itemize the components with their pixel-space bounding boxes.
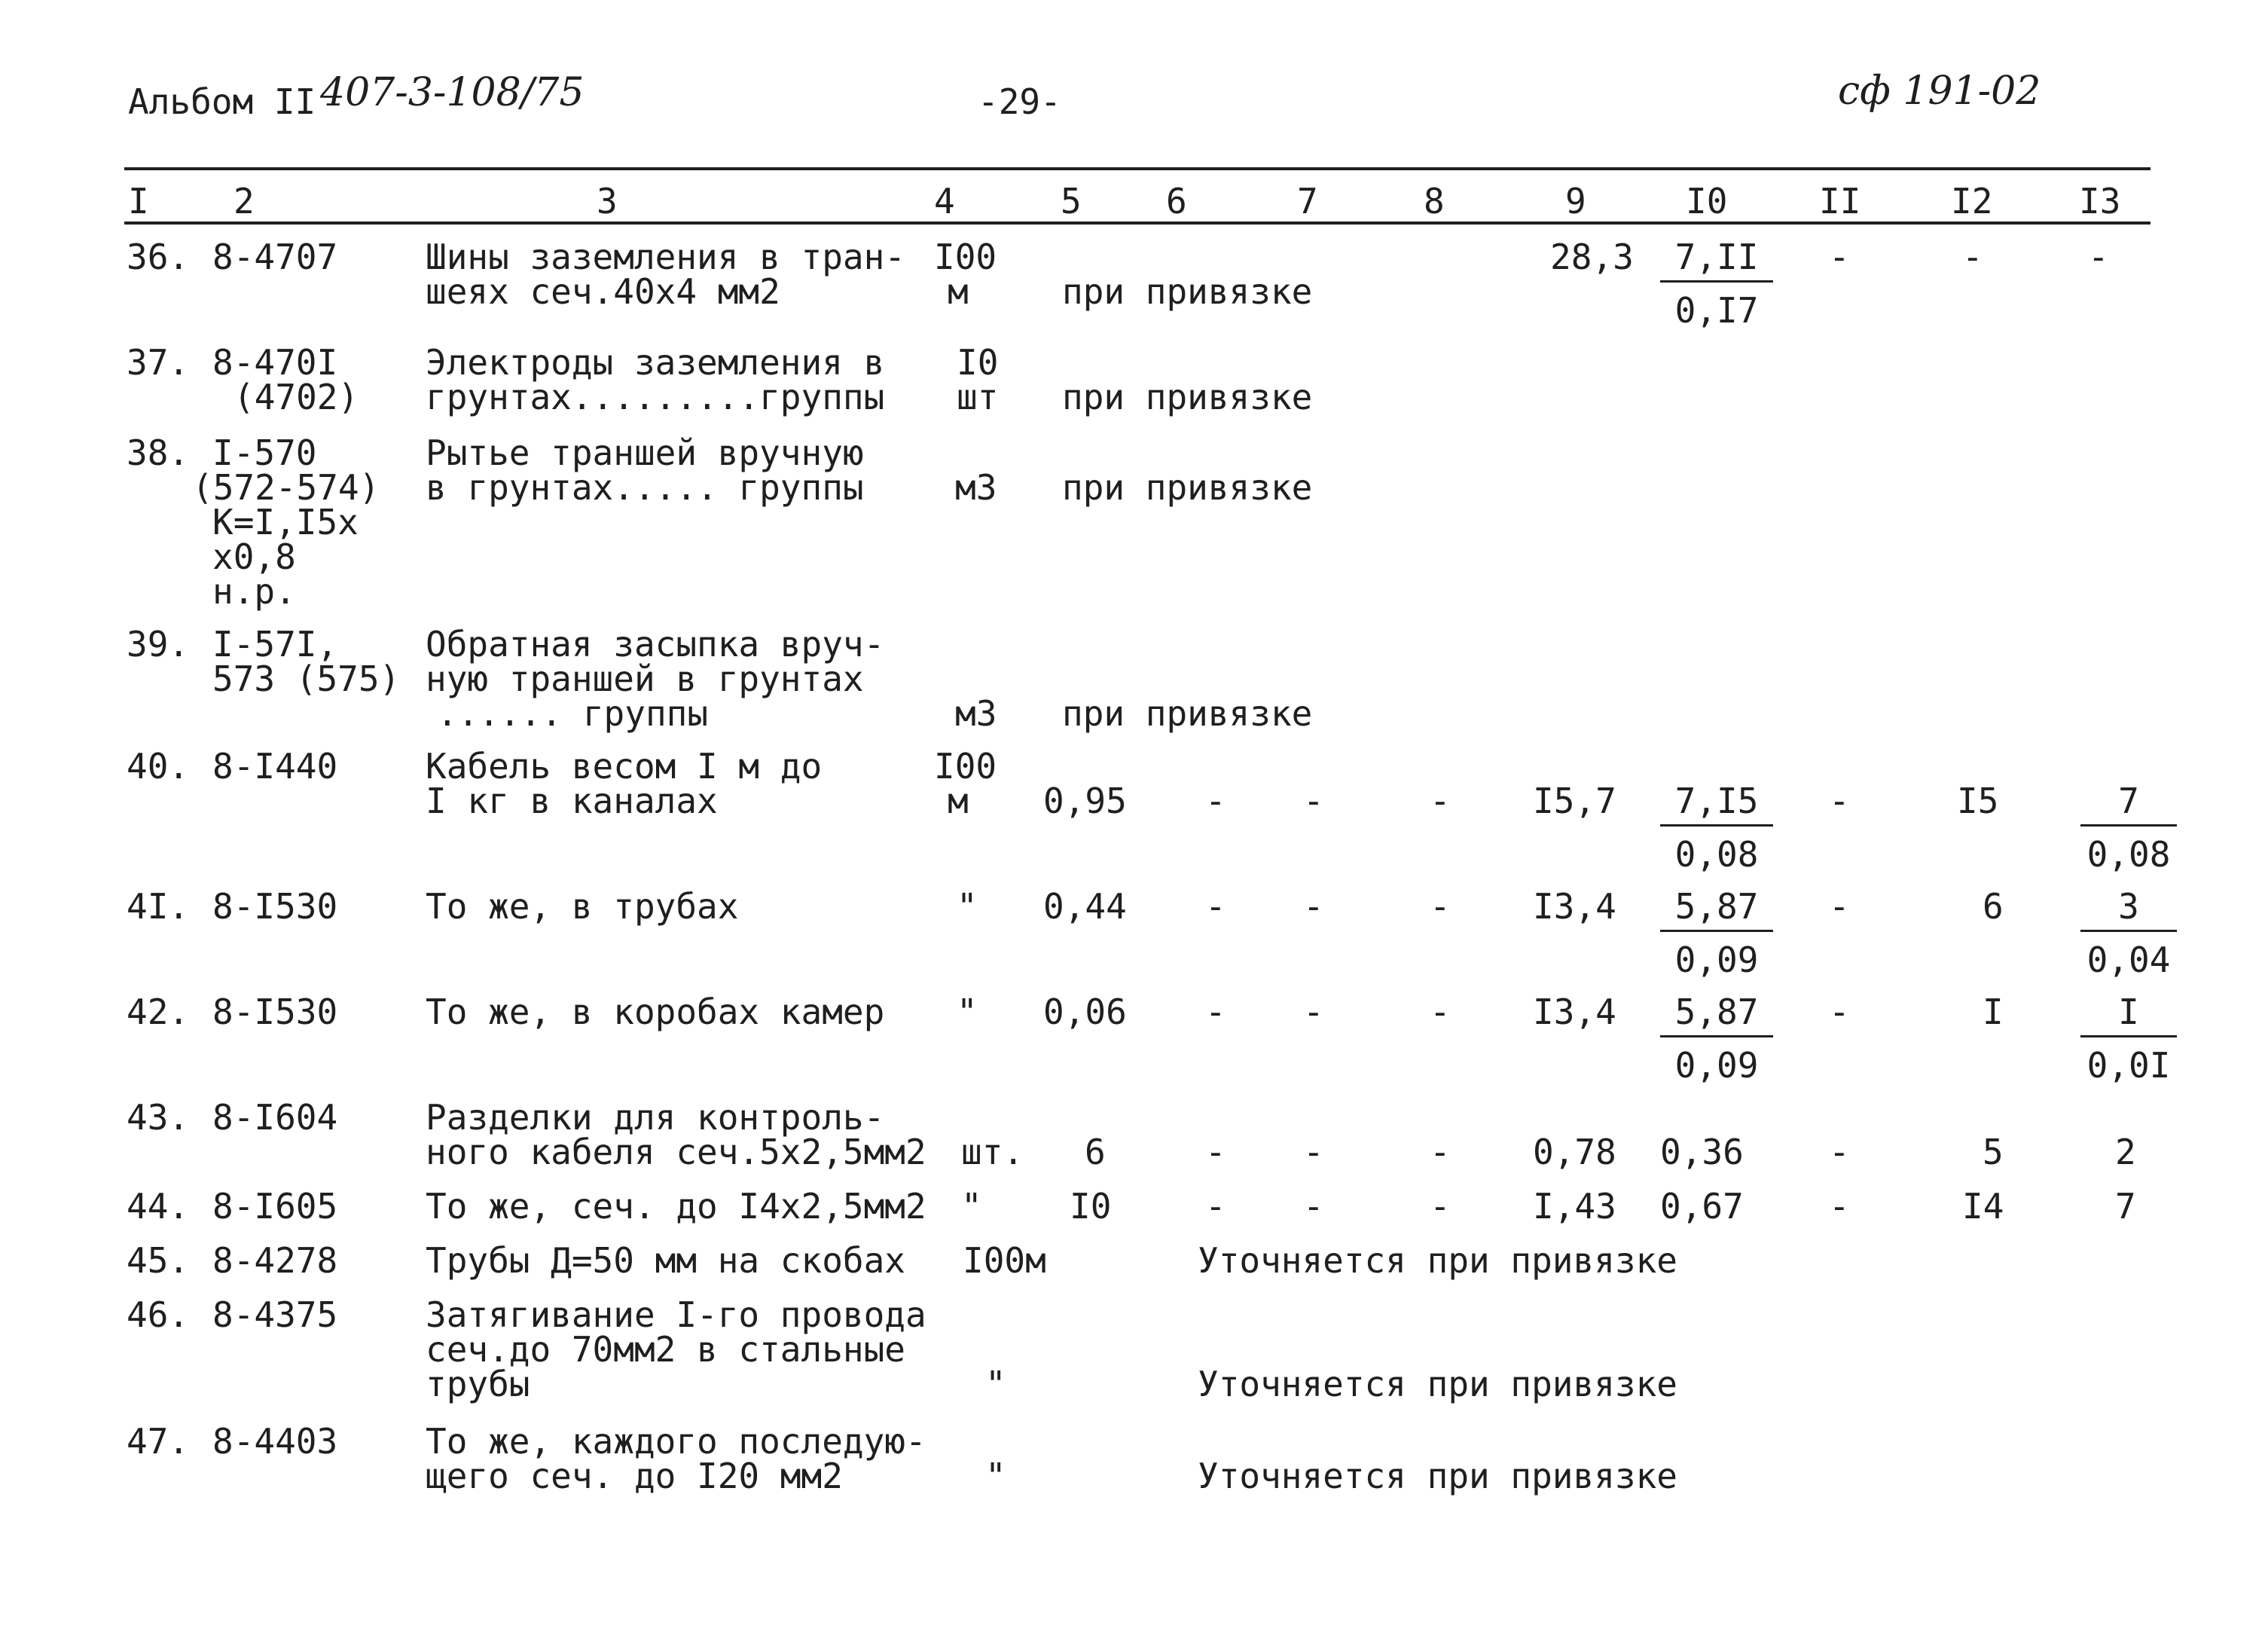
header-bottom-rule xyxy=(124,222,2150,225)
row-description: сеч.до 70мм2 в стальные xyxy=(426,1329,905,1370)
row-unit: шт xyxy=(957,377,999,417)
cell-col7: - xyxy=(1303,781,1324,821)
cell-col5: 0,44 xyxy=(1043,886,1127,927)
fraction-denominator: 0,08 xyxy=(1674,834,1759,875)
fraction-numerator: 7 xyxy=(2080,784,2177,827)
column-header: 3 xyxy=(597,181,618,222)
row-number: 46. xyxy=(127,1294,190,1335)
column-header: 9 xyxy=(1565,181,1586,222)
row-code: I-57I, xyxy=(212,624,338,665)
column-header: I xyxy=(128,181,149,222)
cell-col12: 6 xyxy=(1983,886,2004,927)
cell-col6: - xyxy=(1205,992,1226,1032)
row-description: I кг в каналах xyxy=(426,781,718,821)
row-code: н.р. xyxy=(212,571,296,612)
row-description: ного кабеля сеч.5х2,5мм2 xyxy=(426,1132,926,1172)
row-description: грунтах.........группы xyxy=(426,377,885,417)
cell-col11: - xyxy=(1829,886,1850,927)
fraction-numerator: 7,I5 xyxy=(1660,784,1773,827)
row-description: щего сеч. до I20 мм2 xyxy=(426,1456,843,1496)
cell-col11: - xyxy=(1829,992,1850,1032)
cell-col10-fraction xyxy=(1660,886,1773,980)
cell-col5: I0 xyxy=(1070,1186,1112,1227)
cell-col8: - xyxy=(1430,1186,1451,1227)
row-note: при привязке xyxy=(1062,467,1313,508)
fraction-numerator: 3 xyxy=(2080,889,2177,932)
cell-col9: 0,78 xyxy=(1533,1132,1616,1172)
table-top-rule xyxy=(124,167,2150,170)
cell-col9: I5,7 xyxy=(1533,781,1616,821)
row-description: То же, в трубах xyxy=(426,886,739,927)
row-code: (572-574) xyxy=(192,467,380,508)
row-code: х0,8 xyxy=(212,536,296,577)
column-header: 8 xyxy=(1424,181,1445,222)
row-number: 36. xyxy=(127,237,190,277)
row-code: 8-I530 xyxy=(212,886,338,927)
cell-col5: 6 xyxy=(1085,1132,1106,1172)
row-note: при привязке xyxy=(1062,377,1313,417)
cell-col7: - xyxy=(1303,992,1324,1032)
row-number: 42. xyxy=(127,992,190,1032)
sheet-code: сф 191-02 xyxy=(1838,69,2041,114)
cell-col13-fraction xyxy=(2080,781,2177,875)
cell-col7: - xyxy=(1303,1186,1324,1227)
cell-col10-fraction xyxy=(1660,781,1773,875)
album-code: 407-3-108/75 xyxy=(320,70,585,115)
fraction-numerator: 7,II xyxy=(1660,240,1773,283)
row-description: трубы xyxy=(426,1364,530,1404)
row-description: Обратная засыпка вруч- xyxy=(426,624,885,665)
cell-col12: - xyxy=(1962,237,1983,277)
row-number: 4I. xyxy=(127,886,190,927)
cell-col12: I4 xyxy=(1962,1186,2004,1227)
fraction-numerator: 5,87 xyxy=(1660,889,1773,932)
cell-col6: - xyxy=(1205,781,1226,821)
row-description: Разделки для контроль- xyxy=(426,1097,885,1138)
row-unit: м3 xyxy=(955,693,997,734)
row-description: То же, каждого последую- xyxy=(426,1421,926,1462)
row-description: Рытье траншей вручную xyxy=(426,432,864,473)
row-description: То же, в коробах камер xyxy=(426,992,885,1032)
row-number: 40. xyxy=(127,746,190,787)
cell-col12: I xyxy=(1983,992,2004,1032)
row-code: 8-I604 xyxy=(212,1097,338,1138)
cell-col9: I3,4 xyxy=(1533,886,1616,927)
row-note: при привязке xyxy=(1062,693,1313,734)
cell-col7: - xyxy=(1303,1132,1324,1172)
row-number: 39. xyxy=(127,624,190,665)
row-unit: " xyxy=(957,886,978,927)
fraction-denominator: 0,I7 xyxy=(1674,290,1759,331)
row-note: при привязке xyxy=(1062,271,1313,312)
fraction-denominator: 0,09 xyxy=(1674,940,1759,980)
row-description: в грунтах..... группы xyxy=(426,467,864,508)
row-description: шеях сеч.40х4 мм2 xyxy=(426,271,780,312)
cell-col9: I3,4 xyxy=(1533,992,1616,1032)
row-unit: I00м xyxy=(963,1240,1046,1281)
row-number: 37. xyxy=(127,342,190,383)
cell-col8: - xyxy=(1430,781,1451,821)
row-number: 38. xyxy=(127,432,190,473)
row-unit: " xyxy=(985,1364,1006,1404)
row-description: Электроды заземления в xyxy=(426,342,885,383)
row-description: Шины заземления в тран- xyxy=(426,237,905,277)
row-code: 8-470I xyxy=(212,342,338,383)
row-unit: I00 xyxy=(934,746,997,787)
row-code: 573 (575) xyxy=(212,658,401,699)
cell-col5: 0,95 xyxy=(1043,781,1127,821)
cell-col11: - xyxy=(1829,1132,1850,1172)
row-code: 8-4278 xyxy=(212,1240,338,1281)
cell-col8: - xyxy=(1430,992,1451,1032)
row-note: Уточняется при привязке xyxy=(1198,1240,1677,1281)
column-header: 7 xyxy=(1297,181,1318,222)
cell-col10-fraction xyxy=(1660,992,1773,1086)
row-unit: " xyxy=(961,1186,982,1227)
cell-col10: 0,67 xyxy=(1660,1186,1744,1227)
row-unit: I0 xyxy=(957,342,999,383)
column-header: 2 xyxy=(234,181,255,222)
cell-col13: 2 xyxy=(2115,1132,2136,1172)
row-unit: шт. xyxy=(961,1132,1024,1172)
row-note: Уточняется при привязке xyxy=(1198,1456,1677,1496)
row-description: Кабель весом I м до xyxy=(426,746,823,787)
cell-col13-fraction xyxy=(2080,992,2177,1086)
row-description: ...... группы xyxy=(437,693,709,734)
cell-col9: I,43 xyxy=(1533,1186,1616,1227)
fraction-denominator: 0,08 xyxy=(2086,834,2171,875)
fraction-denominator: 0,0I xyxy=(2086,1045,2171,1086)
column-header: I3 xyxy=(2079,181,2121,222)
row-unit: м3 xyxy=(955,467,997,508)
column-header: I2 xyxy=(1951,181,1993,222)
column-header: II xyxy=(1819,181,1861,222)
cell-col11: - xyxy=(1829,237,1850,277)
album-label: Альбом II xyxy=(128,81,316,122)
cell-col9: 28,3 xyxy=(1550,237,1634,277)
row-code: 8-4707 xyxy=(212,237,338,277)
cell-col6: - xyxy=(1205,1186,1226,1227)
fraction-numerator: I xyxy=(2080,995,2177,1037)
row-unit: I00 xyxy=(934,237,997,277)
cell-col13: - xyxy=(2088,237,2109,277)
cell-col7: - xyxy=(1303,886,1324,927)
row-code: I-570 xyxy=(212,432,317,473)
cell-col6: - xyxy=(1205,886,1226,927)
fraction-numerator: 5,87 xyxy=(1660,995,1773,1037)
cell-col12: I5 xyxy=(1957,781,1999,821)
cell-col5: 0,06 xyxy=(1043,992,1127,1032)
row-description: Трубы Д=50 мм на скобах xyxy=(426,1240,905,1281)
fraction-denominator: 0,09 xyxy=(1674,1045,1759,1086)
row-number: 44. xyxy=(127,1186,190,1227)
row-unit: м xyxy=(948,271,969,312)
cell-col8: - xyxy=(1430,1132,1451,1172)
row-unit: м xyxy=(948,781,969,821)
fraction-denominator: 0,04 xyxy=(2086,940,2171,980)
cell-col11: - xyxy=(1829,781,1850,821)
row-number: 45. xyxy=(127,1240,190,1281)
cell-col13-fraction xyxy=(2080,886,2177,980)
row-unit: " xyxy=(957,992,978,1032)
row-code: 8-I440 xyxy=(212,746,338,787)
row-description: То же, сеч. до I4х2,5мм2 xyxy=(426,1186,926,1227)
cell-col13: 7 xyxy=(2115,1186,2136,1227)
row-number: 47. xyxy=(127,1421,190,1462)
page-number: -29- xyxy=(978,81,1061,122)
row-description: ную траншей в грунтах xyxy=(426,658,864,699)
row-code: 8-I530 xyxy=(212,992,338,1032)
cell-col12: 5 xyxy=(1983,1132,2004,1172)
column-header: 6 xyxy=(1166,181,1187,222)
row-code: 8-4403 xyxy=(212,1421,338,1462)
row-note: Уточняется при привязке xyxy=(1198,1364,1677,1404)
row-code: 8-I605 xyxy=(212,1186,338,1227)
cell-col11: - xyxy=(1829,1186,1850,1227)
cell-col10: 0,36 xyxy=(1660,1132,1744,1172)
row-unit: " xyxy=(985,1456,1006,1496)
cell-col8: - xyxy=(1430,886,1451,927)
cell-col10-fraction xyxy=(1660,237,1773,331)
row-number: 43. xyxy=(127,1097,190,1138)
row-code: К=I,I5х xyxy=(212,502,359,542)
column-header: I0 xyxy=(1686,181,1728,222)
row-code: (4702) xyxy=(234,377,359,417)
row-code: 8-4375 xyxy=(212,1294,338,1335)
column-header: 5 xyxy=(1061,181,1082,222)
row-description: Затягивание I-го провода xyxy=(426,1294,926,1335)
cell-col6: - xyxy=(1205,1132,1226,1172)
column-header: 4 xyxy=(934,181,955,222)
